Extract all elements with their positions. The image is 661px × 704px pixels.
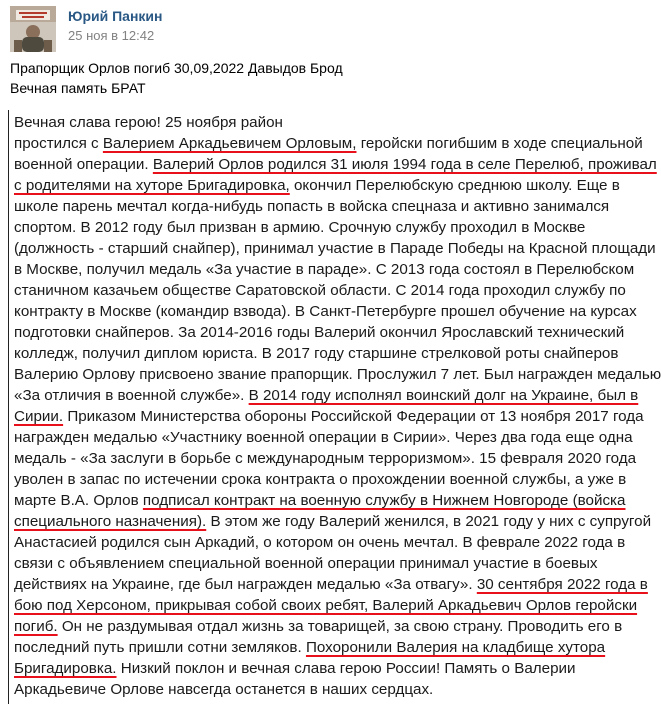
article-text-segment: Анастасией родился сын Аркадий, о котором он очень мечтал. В феврале 2022 года в [14,534,626,551]
article-text-segment: Валерию Орлову присвоено звание прапорщик. Прослужил 7 лет. Был награжден медалью [14,366,661,383]
article-text-segment: Низкий поклон и вечная слава герою России! Память о Валерии [116,660,576,677]
article-text-segment: школе парень мечтал когда-нибудь попасть в войска спецназа и активно занимался [14,198,610,215]
article-highlighted-text: Похоронили Валерия на кладбище хутора [305,639,606,656]
article-text-segment: подготовки снайперов. За 2014-2016 годы Валерий окончил Ярославский технический [14,324,625,341]
article-text-segment: связи с объявлением специальной военной операции принимал участие в боевых [14,555,598,572]
article-text-segment: медаль - «За заслуги в борьбе с международным терроризмом». 15 февраля 2020 года [14,450,637,467]
post-text [10,58,343,98]
article-highlighted-text: 30 сентября 2022 года в [476,576,648,593]
article-text-segment: в Москве, получил медаль «За участие в параде». С 2013 года состоял в Перелюбском [14,261,635,278]
article-highlighted-text: погиб. [14,618,58,635]
article-highlighted-text: Валерием Аркадьевичем Орловым, [102,135,357,152]
article-line [14,343,661,364]
article-line [14,259,661,280]
article-line [14,574,661,595]
article-text-segment: Приказом Министерства обороны Российской Федерации от 13 ноября 2017 года [63,408,644,425]
article-highlighted-text: подписал контракт на военную службу в Нижнем Новгороде (войска [142,492,626,509]
article-text-segment: геройски погибшим в ходе специальной [356,135,643,152]
article-line [14,364,661,385]
article-line [14,448,661,469]
article-text-segment: Он не раздумывая отдал жизнь за товарищей, за свою страну. Проводить его в [57,618,623,635]
post-text-line: Вечная память БРАТ [10,80,146,96]
article-line [14,196,661,217]
article-line [14,385,661,406]
article-highlighted-text: Сирии. [14,408,64,425]
article-text-segment: окончил Перелюбскую среднюю школу. Еще в [289,177,620,194]
article-highlighted-text: специального назначения). [14,513,207,530]
article-line [14,658,661,679]
article-highlighted-text: Бригадировка. [14,660,117,677]
article-text-segment: колледж, получил диплом юриста. В 2017 году старшине стрелковой роты снайперов [14,345,619,362]
article-line [14,553,661,574]
article-highlighted-text: бою под Херсоном, прикрывая собой своих ребят, Валерий Аркадьевич Орлов геройски [14,597,638,614]
post-text-line: Прапорщик Орлов погиб 30,09,2022 Давыдов Брод [10,60,343,76]
article-text-segment: простился с [14,135,103,152]
author-avatar[interactable] [10,6,56,52]
article-text-segment: действиях на Украине, где был награжден медалью «За отвагу». [14,576,477,593]
article-highlighted-text: Валерий Орлов родился 31 июля 1994 года в селе Перелюб, проживал [152,156,657,173]
article-line [14,154,661,175]
article-line [14,301,661,322]
article-highlighted-text: с родителями на хуторе Бригадировка, [14,177,290,194]
post-date[interactable]: 25 ноя в 12:42 [68,28,155,43]
article-line [14,490,661,511]
article-line [14,217,661,238]
article-text-segment: станичном казачьем обществе Саратовской области. С 2014 года проходил службу по [14,282,626,299]
attached-article-image[interactable] [8,110,661,704]
article-line [14,280,661,301]
article-text-segment: Аркадьевиче Орлове навсегда останется в наших сердцах. [14,681,434,698]
article-line [14,427,661,448]
article-text-segment: награжден медалью «Участнику военной операции в Сирии». Через два года еще одна [14,429,633,446]
article-line [14,322,661,343]
article-highlighted-text: В 2014 году исполнял воинский долг на Украине, был в [248,387,639,404]
article-line [14,679,661,700]
article-text-segment: военной операции. [14,156,153,173]
article-text-segment: В этом же году Валерий женился, в 2021 году у них с супругой [206,513,652,530]
article-line [14,112,661,133]
article-text-segment: последний путь пришли сотни земляков. [14,639,306,656]
article-line [14,175,661,196]
article-text-segment: спортом. В 2012 году был призван в армию. Срочную службу проходил в Москве [14,219,586,236]
article-text-segment: марте В.А. Орлов [14,492,143,509]
article-line [14,406,661,427]
avatar-image [10,6,56,52]
article-line [14,595,661,616]
article-line [14,511,661,532]
article-text-segment: уволен в запас по истечении срока контракта о прохождении военной службы, а уже в [14,471,627,488]
article-text-segment: «За отличия в военной службе». [14,387,249,404]
article-line [14,637,661,658]
article-line [14,616,661,637]
post-author-name[interactable]: Юрий Панкин [68,8,163,24]
article-line [14,469,661,490]
article-text-segment: (должность - старший снайпер), принимал участие в Параде Победы на Красной площади [14,240,656,257]
article-line [14,133,661,154]
article-line [14,532,661,553]
article-text-segment: Вечная слава герою! 25 ноября район [14,114,283,131]
article-text-segment: контракту в Москве (командир взвода). В Санкт-Петербурге прошел обучение на курсах [14,303,637,320]
article-text [14,112,661,700]
article-line [14,238,661,259]
